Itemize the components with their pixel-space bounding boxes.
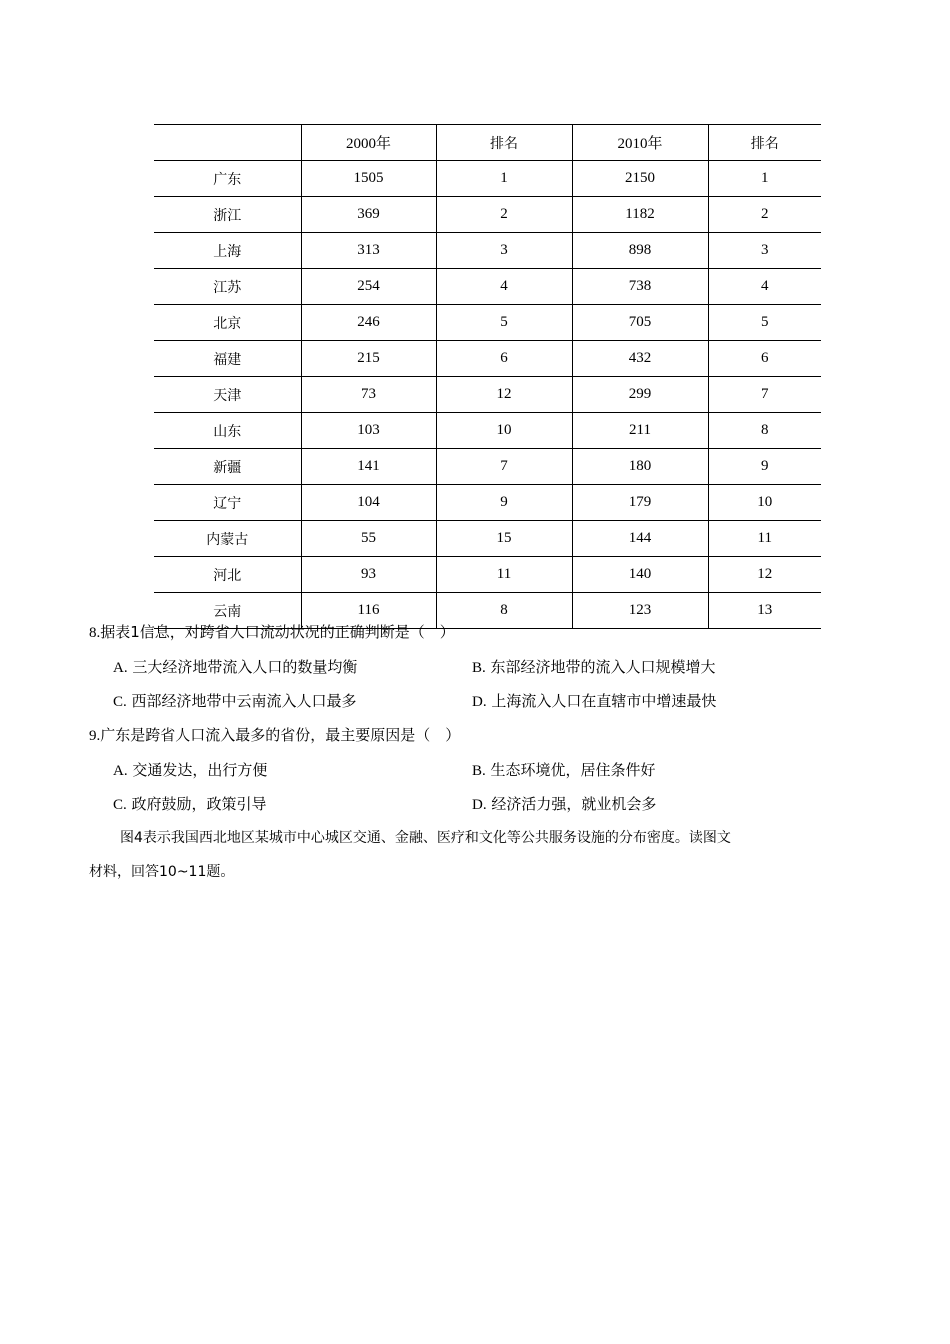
- option-label: A.: [113, 763, 128, 779]
- value-cell: 12: [708, 557, 821, 593]
- value-cell: 4: [708, 269, 821, 305]
- question-9-stem: 广东是跨省人口流入最多的省份，最主要原因是（ ）: [100, 726, 461, 744]
- province-cell: 内蒙古: [154, 521, 301, 557]
- question-8-option-b: [472, 657, 716, 678]
- option-text: 东部经济地带的流入人口规模增大: [490, 658, 716, 676]
- province-cell: 新疆: [154, 449, 301, 485]
- table-row: [154, 485, 821, 521]
- intro-paragraph-line-1: 图4表示我国西北地区某城市中心城区交通、金融、医疗和文化等公共服务设施的分布密度。读图文: [120, 830, 731, 846]
- province-cell: 北京: [154, 305, 301, 341]
- value-cell: 254: [301, 269, 436, 305]
- value-cell: 180: [572, 449, 708, 485]
- value-cell: 9: [436, 485, 572, 521]
- value-cell: 4: [436, 269, 572, 305]
- table-row: [154, 377, 821, 413]
- value-cell: 738: [572, 269, 708, 305]
- table-body: [154, 161, 821, 629]
- question-9-option-d: [472, 794, 656, 815]
- table-row: [154, 233, 821, 269]
- table-row: [154, 449, 821, 485]
- table-row: [154, 521, 821, 557]
- table-row: [154, 557, 821, 593]
- value-cell: 10: [436, 413, 572, 449]
- value-cell: 73: [301, 377, 436, 413]
- value-cell: 898: [572, 233, 708, 269]
- value-cell: 9: [708, 449, 821, 485]
- table-row: [154, 413, 821, 449]
- value-cell: 11: [436, 557, 572, 593]
- value-cell: 246: [301, 305, 436, 341]
- value-cell: 3: [708, 233, 821, 269]
- value-cell: 299: [572, 377, 708, 413]
- value-cell: 2150: [572, 161, 708, 197]
- header-cell-rank-2000: 排名: [436, 125, 572, 161]
- value-cell: 15: [436, 521, 572, 557]
- province-cell: 福建: [154, 341, 301, 377]
- header-cell-rank-2010: 排名: [708, 125, 821, 161]
- option-text: 经济活力强，就业机会多: [491, 795, 657, 813]
- province-cell: 上海: [154, 233, 301, 269]
- table-row: [154, 305, 821, 341]
- option-label: A.: [113, 660, 128, 676]
- value-cell: 103: [301, 413, 436, 449]
- option-text: 交通发达，出行方便: [132, 761, 268, 779]
- question-9-option-c: [113, 794, 267, 815]
- question-8-stem-line: [89, 622, 455, 643]
- option-label: B.: [472, 660, 486, 676]
- value-cell: 1: [436, 161, 572, 197]
- value-cell: 8: [436, 593, 572, 629]
- province-cell: 云南: [154, 593, 301, 629]
- option-text: 三大经济地带流入人口的数量均衡: [132, 658, 358, 676]
- header-cell-2000: 2000年: [301, 125, 436, 161]
- value-cell: 179: [572, 485, 708, 521]
- intro-paragraph-line-2: 材料，回答10~11题。: [89, 864, 235, 880]
- value-cell: 1505: [301, 161, 436, 197]
- table-row: [154, 269, 821, 305]
- value-cell: 432: [572, 341, 708, 377]
- value-cell: 7: [708, 377, 821, 413]
- value-cell: 10: [708, 485, 821, 521]
- option-label: D.: [472, 797, 487, 813]
- question-8-option-c: [113, 691, 357, 712]
- option-text: 生态环境优，居住条件好: [490, 761, 656, 779]
- value-cell: 211: [572, 413, 708, 449]
- value-cell: 1: [708, 161, 821, 197]
- option-label: C.: [113, 797, 127, 813]
- value-cell: 369: [301, 197, 436, 233]
- question-8-stem: 据表1信息，对跨省人口流动状况的正确判断是（ ）: [100, 623, 455, 641]
- value-cell: 104: [301, 485, 436, 521]
- question-9-number: 9.: [89, 728, 101, 744]
- value-cell: 123: [572, 593, 708, 629]
- question-9-stem-line: [89, 725, 460, 746]
- value-cell: 140: [572, 557, 708, 593]
- header-cell-empty: [154, 125, 301, 161]
- value-cell: 55: [301, 521, 436, 557]
- value-cell: 141: [301, 449, 436, 485]
- header-cell-2010: 2010年: [572, 125, 708, 161]
- value-cell: 6: [708, 341, 821, 377]
- value-cell: 11: [708, 521, 821, 557]
- value-cell: 7: [436, 449, 572, 485]
- option-label: D.: [472, 694, 487, 710]
- option-text: 西部经济地带中云南流入人口最多: [131, 692, 357, 710]
- province-cell: 江苏: [154, 269, 301, 305]
- value-cell: 6: [436, 341, 572, 377]
- question-9-option-b: [472, 760, 656, 781]
- value-cell: 93: [301, 557, 436, 593]
- option-label: B.: [472, 763, 486, 779]
- value-cell: 1182: [572, 197, 708, 233]
- value-cell: 13: [708, 593, 821, 629]
- value-cell: 215: [301, 341, 436, 377]
- table-row: [154, 197, 821, 233]
- table-header-row: [154, 125, 821, 161]
- value-cell: 2: [708, 197, 821, 233]
- question-8-option-d: [472, 691, 716, 712]
- option-text: 政府鼓励，政策引导: [131, 795, 267, 813]
- province-cell: 浙江: [154, 197, 301, 233]
- value-cell: 144: [572, 521, 708, 557]
- option-text: 上海流入人口在直辖市中增速最快: [491, 692, 717, 710]
- question-8-option-a: [113, 657, 357, 678]
- question-9-option-a: [113, 760, 267, 781]
- value-cell: 3: [436, 233, 572, 269]
- province-cell: 辽宁: [154, 485, 301, 521]
- value-cell: 2: [436, 197, 572, 233]
- value-cell: 705: [572, 305, 708, 341]
- province-cell: 广东: [154, 161, 301, 197]
- value-cell: 5: [708, 305, 821, 341]
- question-8-number: 8.: [89, 625, 101, 641]
- province-cell: 河北: [154, 557, 301, 593]
- value-cell: 8: [708, 413, 821, 449]
- province-cell: 天津: [154, 377, 301, 413]
- province-cell: 山东: [154, 413, 301, 449]
- option-label: C.: [113, 694, 127, 710]
- value-cell: 313: [301, 233, 436, 269]
- table-row: [154, 341, 821, 377]
- population-flow-table: [154, 124, 821, 629]
- value-cell: 116: [301, 593, 436, 629]
- table-row: [154, 161, 821, 197]
- value-cell: 12: [436, 377, 572, 413]
- value-cell: 5: [436, 305, 572, 341]
